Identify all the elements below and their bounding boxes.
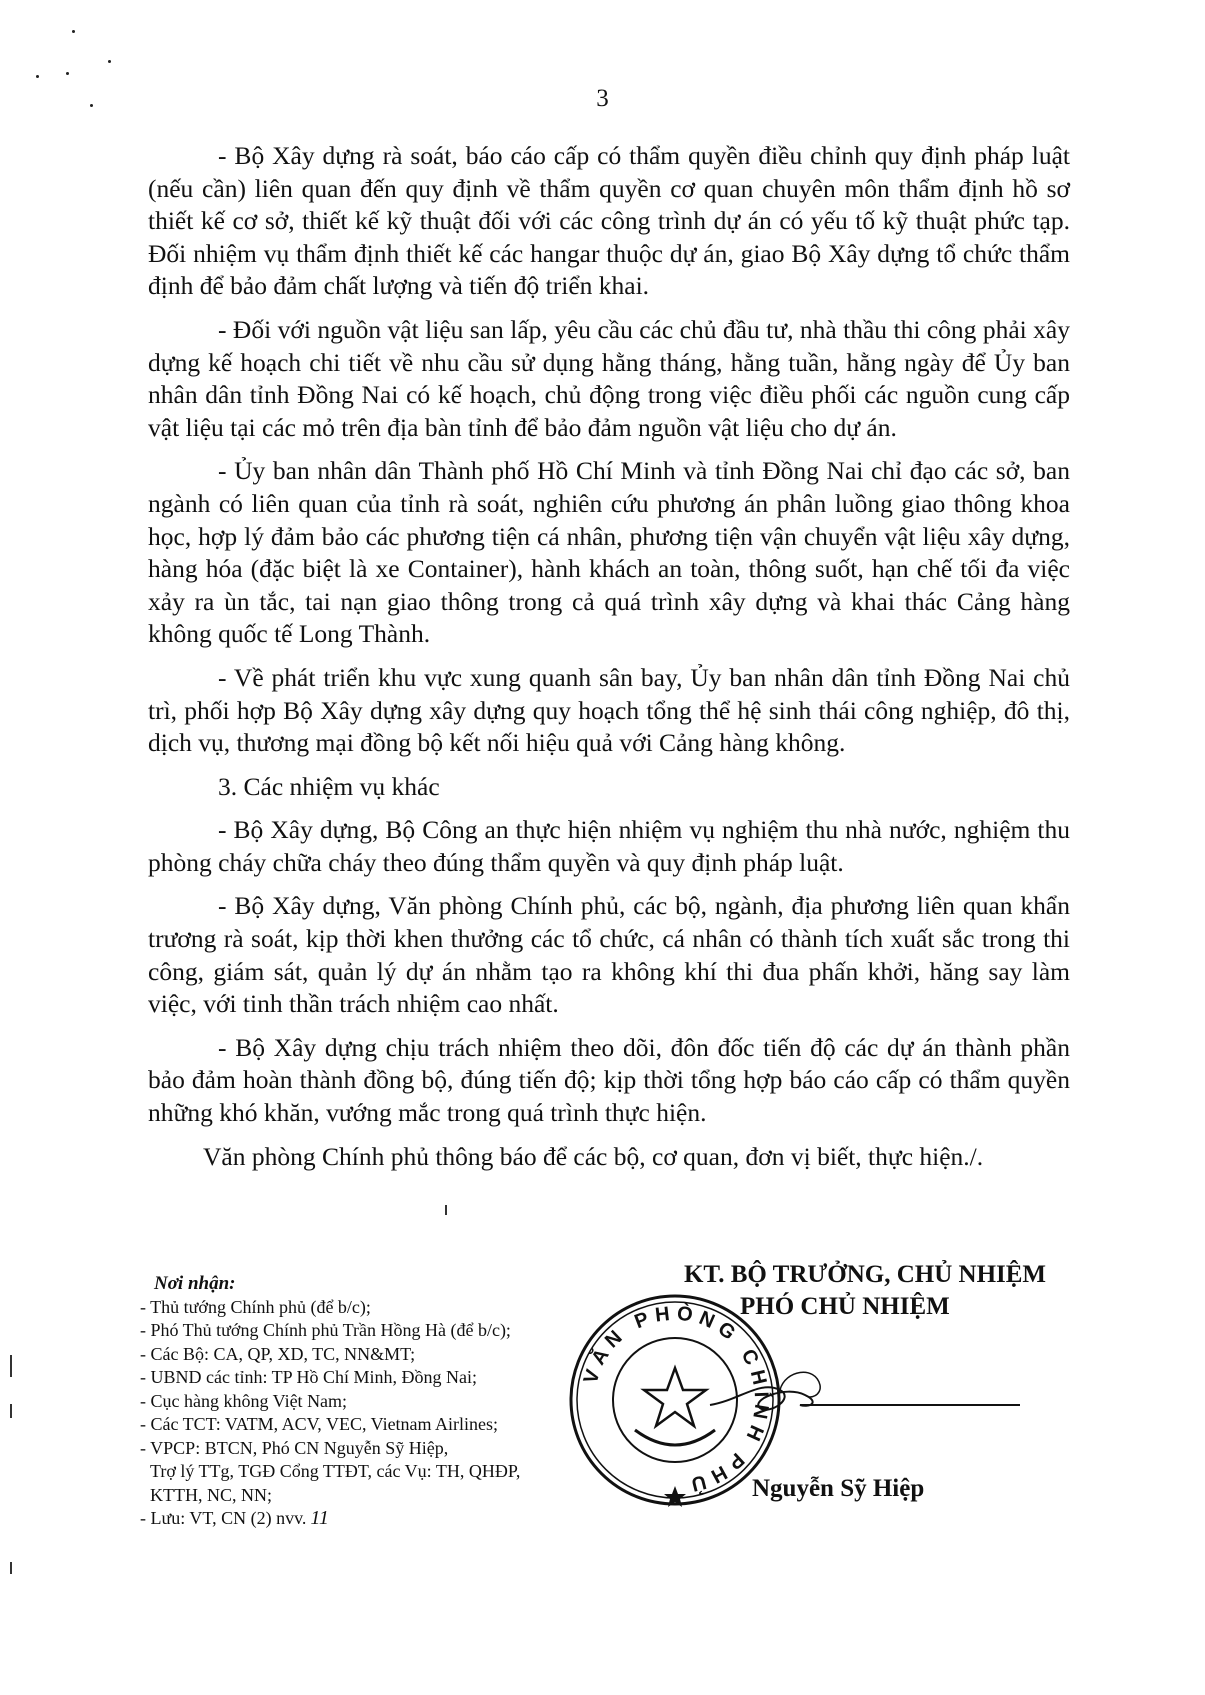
scan-speck: [108, 60, 111, 63]
recipients-list: [140, 1272, 620, 1531]
recipient-item: - Phó Thủ tướng Chính phủ Trần Hồng Hà (để b/c);: [140, 1320, 511, 1340]
paragraph-construction-review: - Bộ Xây dựng rà soát, báo cáo cấp có thẩm quyền điều chỉnh quy định pháp luật (nếu cần) liên quan đến quy định về thẩm quyền cơ quan chuyên môn thẩm định hồ sơ thiết kế cơ sở, thiết kế kỹ thuật đối với các công trình dự án có yếu tố kỹ thuật phức tạp. Đối nhiệm vụ thẩm định thiết kế các hangar thuộc dự án, giao Bộ Xây dựng tổ chức thẩm định để bảo đảm chất lượng và tiến độ triển khai.: [148, 141, 1070, 301]
signature-stroke: [710, 1387, 1020, 1409]
recipient-item: - UBND các tỉnh: TP Hồ Chí Minh, Đồng Nai;: [140, 1367, 477, 1387]
copy-count: 11: [310, 1507, 329, 1529]
scan-mark: [10, 1562, 12, 1574]
scan-speck: [66, 72, 69, 75]
scan-speck: [36, 75, 39, 78]
recipient-item-archive: [140, 1507, 620, 1531]
archive-text: - Lưu: VT, CN (2) nvv.: [140, 1508, 307, 1528]
recipient-item: - VPCP: BTCN, Phó CN Nguyễn Sỹ Hiệp,: [140, 1437, 449, 1458]
signature-position-line: PHÓ CHỦ NHIỆM: [740, 1293, 950, 1320]
recipient-item: KTTH, NC, NN;: [150, 1484, 272, 1505]
scan-speck: [72, 30, 75, 33]
paragraph-traffic-routing: - Ủy ban nhân dân Thành phố Hồ Chí Minh và tỉnh Đồng Nai chỉ đạo các sở, ban ngành có liên quan của tỉnh rà soát, nghiên cứu phương án phân luồng giao thông khoa học, hợp lý đảm bảo các phương tiện cá nhân, phương tiện vận chuyển vật liệu xây dựng, hàng hóa (đặc biệt là xe Container), hành khách an toàn, thông suốt, hạn chế tối đa việc xảy ra ùn tắc, tai nạn giao thông trong cả quá trình xây dựng và khai thác Cảng hàng không quốc tế Long Thành.: [148, 456, 1070, 649]
recipients-title: Nơi nhận:: [154, 1273, 236, 1294]
star-icon: [644, 1368, 706, 1426]
scan-mark: [445, 1205, 447, 1215]
paragraph-acceptance-inspection: - Bộ Xây dựng, Bộ Công an thực hiện nhiệm vụ nghiệm thu nhà nước, nghiệm thu phòng cháy chữa cháy theo đúng thẩm quyền và quy định pháp luật.: [148, 815, 1070, 877]
paragraph-fill-materials: - Đối với nguồn vật liệu san lấp, yêu cầu các chủ đầu tư, nhà thầu thi công phải xây dựng kế hoạch chi tiết về nhu cầu sử dụng hằng tháng, hằng tuần, hằng ngày để Ủy ban nhân dân tỉnh Đồng Nai có kế hoạch, chủ động trong việc điều phối các nguồn cung cấp vật liệu tại các mỏ trên địa bàn tỉnh để bảo đảm nguồn vật liệu cho dự án.: [148, 314, 1070, 442]
body-text: [148, 140, 1070, 1184]
paragraph-rewards: - Bộ Xây dựng, Văn phòng Chính phủ, các bộ, ngành, địa phương liên quan khẩn trương rà soát, kịp thời khen thưởng các tổ chức, cá nhân có thành tích xuất sắc trong thi công, giám sát, quản lý dự án nhằm tạo ra không khí thi đua phấn khởi, hăng say làm việc, với tinh thần trách nhiệm cao nhất.: [148, 891, 1070, 1019]
paragraph-airport-area-development: - Về phát triển khu vực xung quanh sân bay, Ủy ban nhân dân tỉnh Đồng Nai chủ trì, phối hợp Bộ Xây dựng xây dựng quy hoạch tổng thể hệ sinh thái công nghiệp, đô thị, dịch vụ, thương mại đồng bộ kết nối hiệu quả với Cảng hàng không.: [148, 662, 1070, 758]
signer-name: Nguyễn Sỹ Hiệp: [752, 1475, 925, 1502]
paragraph-closing-notice: Văn phòng Chính phủ thông báo để các bộ, cơ quan, đơn vị biết, thực hiện./.: [203, 1141, 984, 1171]
signature-authority-line: KT. BỘ TRƯỞNG, CHỦ NHIỆM: [683, 1261, 1047, 1288]
recipient-item: - Các TCT: VATM, ACV, VEC, Vietnam Airlines;: [140, 1414, 499, 1434]
section-heading-other-tasks: 3. Các nhiệm vụ khác: [218, 771, 440, 801]
recipient-item: - Cục hàng không Việt Nam;: [140, 1390, 348, 1411]
recipient-item: - Các Bộ: CA, QP, XD, TC, NN&MT;: [140, 1343, 416, 1364]
scan-mark: [10, 1355, 12, 1377]
paragraph-progress-monitoring: - Bộ Xây dựng chịu trách nhiệm theo dõi, đôn đốc tiến độ các dự án thành phần bảo đảm hoàn thành đồng bộ, đúng tiến độ; kịp thời tổng hợp báo cáo cấp có thẩm quyền những khó khăn, vướng mắc trong quá trình thực hiện.: [148, 1032, 1070, 1128]
scan-mark: [10, 1404, 12, 1418]
page-number: 3: [596, 85, 609, 112]
recipient-item: - Thủ tướng Chính phủ (để b/c);: [140, 1296, 371, 1317]
handwritten-signature: [700, 1360, 1030, 1440]
recipient-item: Trợ lý TTg, TGĐ Cổng TTĐT, các Vụ: TH, QHĐP,: [150, 1461, 521, 1481]
stamp-ring-text: VĂN PHÒNG CHÍNH PHỦ: [579, 1302, 773, 1497]
